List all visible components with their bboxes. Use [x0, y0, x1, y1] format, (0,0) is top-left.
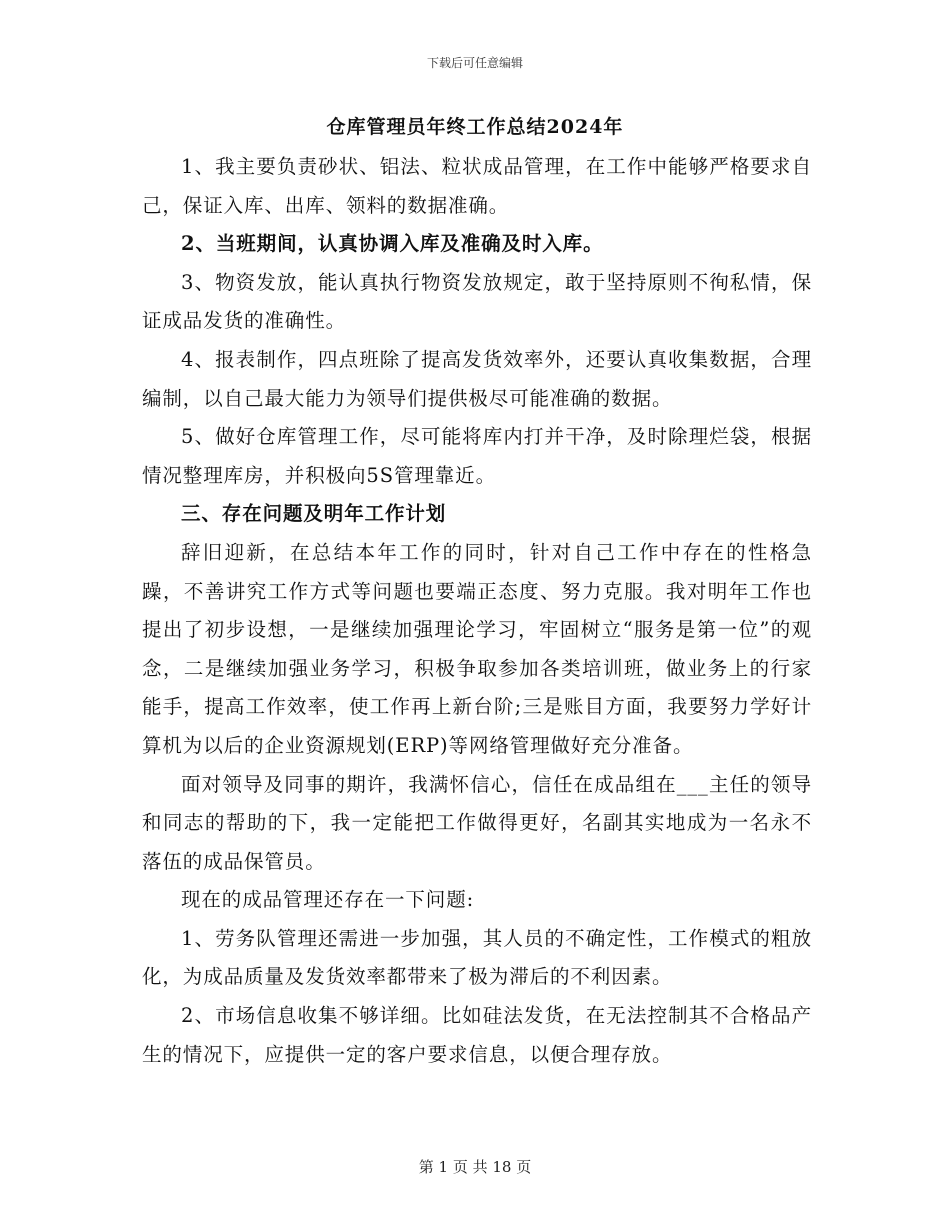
- paragraph: 3、物资发放，能认真执行物资发放规定，敢于坚持原则不徇私情，保证成品发货的准确性。: [142, 270, 812, 333]
- paragraph: 面对领导及同事的期许，我满怀信心，信任在成品组在___主任的领导和同志的帮助的下，我一定能把工作做得更好，名副其实地成为一名永不落伍的成品保管员。: [142, 772, 812, 873]
- paragraph: 1、我主要负责砂状、铝法、粒状成品管理，在工作中能够严格要求自己，保证入库、出库、领料的数据准确。: [142, 155, 812, 217]
- document-body: [142, 148, 812, 1074]
- paragraph: 辞旧迎新，在总结本年工作的同时，针对自己工作中存在的性格急躁，不善讲究工作方式等问题也要端正态度、努力克服。我对明年工作也提出了初步设想，一是继续加强理论学习，牢固树立“服务是第一位”的观念，二是继续加强业务学习，积极争取参加各类培训班，做业务上的行家能手，提高工作效率，使工作再上新台阶;三是账目方面，我要努力学好计算机为以后的企业资源规划(ERP)等网络管理做好充分准备。: [142, 540, 812, 757]
- paragraph: 5、做好仓库管理工作，尽可能将库内打并干净，及时除理烂袋，根据情况整理库房，并积极向5S管理靠近。: [142, 425, 812, 487]
- paragraph: 2、当班期间，认真协调入库及准确及时入库。: [181, 232, 604, 256]
- header-note: 下载后可任意编辑: [426, 56, 523, 70]
- paragraph: 4、报表制作，四点班除了提高发货效率外，还要认真收集数据，合理编制，以自己最大能力为领导们提供极尽可能准确的数据。: [142, 347, 812, 410]
- document-title: 仓库管理员年终工作总结2024年: [326, 116, 624, 138]
- paragraph: 2、市场信息收集不够详细。比如硅法发货，在无法控制其不合格品产生的情况下，应提供一定的客户要求信息，以便合理存放。: [142, 1004, 812, 1066]
- page-number: 第 1 页 共 18 页: [418, 1158, 532, 1176]
- section-heading: 三、存在问题及明年工作计划: [181, 502, 447, 526]
- paragraph: 1、劳务队管理还需进一步加强，其人员的不确定性，工作模式的粗放化，为成品质量及发货效率都带来了极为滞后的不利因素。: [142, 926, 812, 989]
- paragraph: 现在的成品管理还存在一下问题:: [181, 888, 475, 912]
